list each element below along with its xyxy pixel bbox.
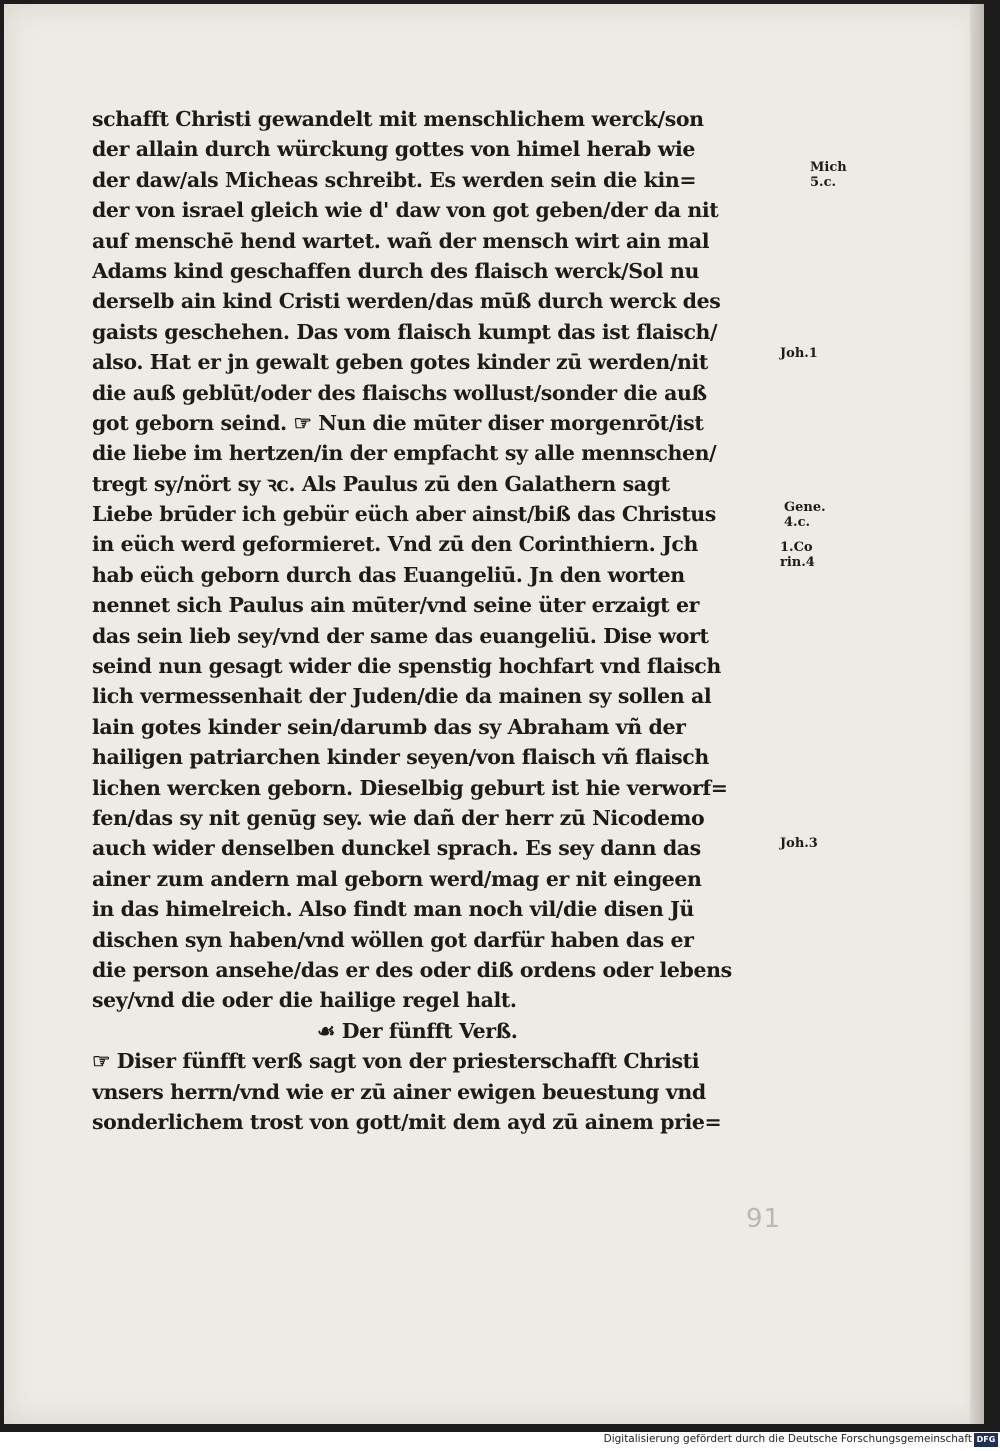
footer-bar: [0, 1432, 1000, 1451]
text-line: in eüch werd geformieret. Vnd zū den Corinthiern. Jch: [92, 532, 698, 557]
text-line: dischen syn haben/vnd wöllen got darfür haben das er: [92, 927, 694, 952]
funding-credit: Digitalisierung gefördert durch die Deutsche Forschungsgemeinschaft: [603, 1433, 972, 1445]
text-line: schafft Christi gewandelt mit menschlichem werck/son: [92, 107, 704, 131]
marginal-note: Joh.1: [780, 346, 818, 361]
text-line: die liebe im hertzen/in der empfacht sy alle mennschen/: [92, 441, 717, 466]
text-line: die auß geblūt/oder des flaischs wollust/sonder die auß: [92, 380, 707, 405]
text-line: got geborn seind. ☞ Nun die mūter diser morgenrōt/ist: [92, 410, 704, 435]
section-heading: ☙ Der fünfft Verß.: [317, 1018, 518, 1043]
text-line: auf menschē hend wartet. wañ der mensch wirt ain mal: [92, 228, 710, 253]
text-line: derselb ain kind Cristi werden/das mūß durch werck des: [92, 289, 721, 314]
text-line: auch wider denselben dunckel sprach. Es sey dann das: [92, 836, 701, 861]
page-edge: [970, 4, 984, 1424]
main-text-block: [92, 104, 782, 1137]
text-line: ☞ Diser fünfft verß sagt von der priesterschafft Christi: [92, 1049, 700, 1074]
text-line: Adams kind geschaffen durch des flaisch werck/Sol nu: [92, 258, 700, 283]
text-line: Liebe brūder ich gebür eüch aber ainst/biß das Christus: [92, 502, 716, 527]
text-line: lich vermessenhait der Juden/die da mainen sy sollen al: [92, 684, 712, 709]
book-page: [4, 4, 984, 1424]
text-line: also. Hat er jn gewalt geben gotes kinder zū werden/nit: [92, 350, 708, 375]
text-line: sonderlichem trost von gott/mit dem ayd zū ainem prie=: [92, 1109, 722, 1134]
text-line: seind nun gesagt wider die spenstig hochfart vnd flaisch: [92, 654, 721, 679]
marginal-note: Mich 5.c.: [810, 160, 847, 190]
text-line: der allain durch würckung gottes von himel herab wie: [92, 137, 695, 162]
text-line: das sein lieb sey/vnd der same das euangeliū. Dise wort: [92, 623, 709, 648]
text-line: ainer zum andern mal geborn werd/mag er nit eingeen: [92, 866, 702, 891]
text-line: lain gotes kinder sein/darumb das sy Abraham vñ der: [92, 714, 686, 739]
text-line: der daw/als Micheas schreibt. Es werden sein die kin=: [92, 167, 697, 192]
dfg-logo: DFG: [974, 1433, 998, 1447]
text-line: hailigen patriarchen kinder seyen/von flaisch vñ flaisch: [92, 745, 709, 770]
text-line: vnsers herrn/vnd wie er zū ainer ewigen beuestung vnd: [92, 1079, 706, 1104]
text-line: nennet sich Paulus ain mūter/vnd seine üter erzaigt er: [92, 593, 700, 618]
text-line: lichen wercken geborn. Dieselbig geburt ist hie verworf=: [92, 775, 728, 800]
text-line: sey/vnd die oder die hailige regel halt.: [92, 988, 517, 1013]
text-line: die person ansehe/das er des oder diß ordens oder lebens: [92, 957, 732, 982]
text-line: fen/das sy nit genūg sey. wie dañ der herr zū Nicodemo: [92, 805, 705, 830]
marginal-note: Joh.3: [780, 836, 818, 851]
text-line: der von israel gleich wie d' daw von got geben/der da nit: [92, 198, 719, 223]
marginal-note: Gene. 4.c.: [784, 500, 826, 530]
folio-number: 91: [746, 1204, 782, 1234]
marginal-note: 1.Co rin.4: [780, 540, 815, 570]
text-line: tregt sy/nört sy ꝛc. Als Paulus zū den Galathern sagt: [92, 471, 670, 496]
text-line: hab eüch geborn durch das Euangeliū. Jn den worten: [92, 562, 685, 587]
text-line: in das himelreich. Also findt man noch vil/die disen Jü: [92, 897, 694, 922]
text-line: gaists geschehen. Das vom flaisch kumpt das ist flaisch/: [92, 319, 718, 344]
